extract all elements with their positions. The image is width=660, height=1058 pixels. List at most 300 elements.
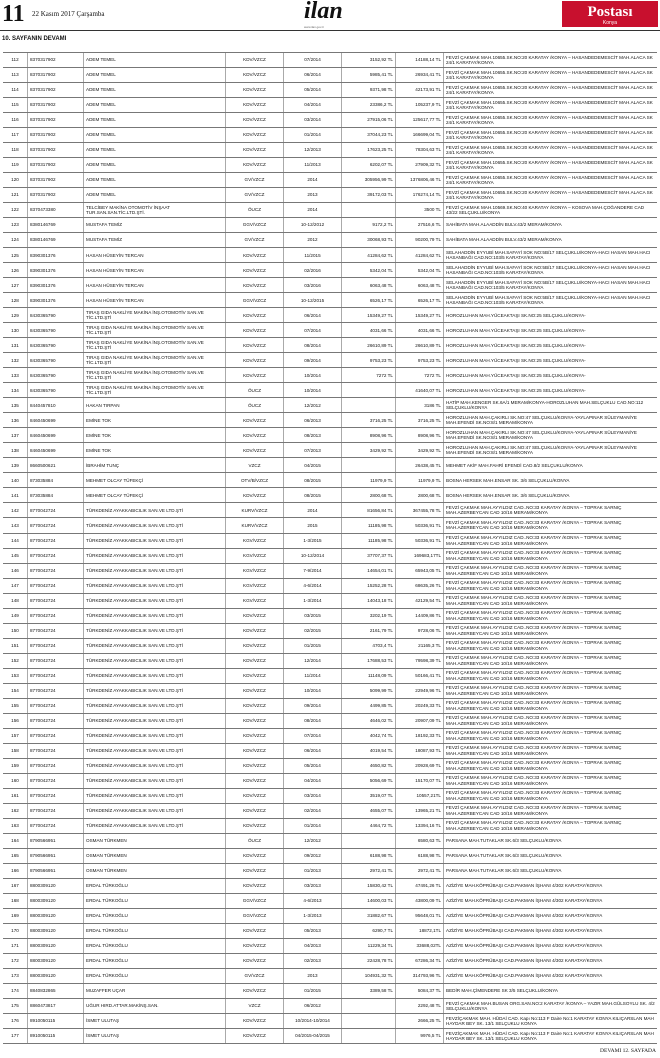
cell-kind: KDV/VZCZ xyxy=(225,849,283,863)
cell-amount: 22428,78 TL xyxy=(341,954,395,968)
cell-no: 150 xyxy=(11,627,19,633)
cell-amount: 7272 TL xyxy=(341,368,395,382)
cell-amount: 14043,18 TL xyxy=(341,594,395,608)
cell-address: FEVZİ ÇAKMAK MAH.AYYILDIZ CAD..NO:33 KARATAY /KONYA – TOPRAK SARNIÇ MAH.AZERBEYCAN CAD 10/16 MERAM/KONYA xyxy=(443,669,657,683)
cell-total: 47491,26 TL xyxy=(395,879,443,893)
cell-total: 20907,09 TL xyxy=(395,714,443,728)
cell-amount: 5342,04 TL xyxy=(341,263,395,277)
cell-address: HOROZLUHAN MAH.ÇAKIRLI SK.NO:47 SELÇUKLU/KONYA-YAYLAPINAR SÜLEYMANİYE MAH.EFENDİ SK.NO:8/1 MERAM/KONYA xyxy=(443,443,657,457)
cell-no: 118 xyxy=(11,147,19,153)
cell-no: 117 xyxy=(11,132,19,138)
cell-period: 01/2015 xyxy=(283,984,341,998)
cell-no: 112 xyxy=(11,57,19,63)
cell-kind: KDV/VZCZ xyxy=(225,68,283,82)
cell-tax: 8770042724 xyxy=(27,549,83,563)
cell-tax: 8440457810 xyxy=(27,398,83,412)
table-row xyxy=(3,112,657,127)
cell-kind: KDV/VZCZ xyxy=(225,939,283,953)
cell-period: 07/2014 xyxy=(283,323,341,337)
cell-address: FEVZİ ÇAKMAK MAH.AYYILDIZ CAD..NO:33 KARATAY /KONYA – TOPRAK SARNIÇ MAH.AZERBEYCAN CAD 10/16 MERAM/KONYA xyxy=(443,534,657,548)
cell-total: 367455,78 TL xyxy=(395,503,443,517)
table-row xyxy=(3,337,657,352)
cell-amount: 11979,9 TL xyxy=(341,473,395,487)
cell-tax: 8770042724 xyxy=(27,518,83,532)
cell-name: TÜRKDENİZ AYAKKABICILIK SAN.VE LTD.ŞTİ xyxy=(83,684,225,698)
table-row xyxy=(3,382,657,397)
cell-no: 132 xyxy=(11,357,19,363)
cell-amount: 5056,69 TL xyxy=(341,774,395,788)
cell-amount: 37707,37 TL xyxy=(341,549,395,563)
cell-no: 144 xyxy=(11,537,19,543)
cell-tax: 8370317902 xyxy=(27,188,83,202)
cell-total: 50336,91 TL xyxy=(395,534,443,548)
cell-amount: 81656,84 TL xyxy=(341,503,395,517)
cell-total: 79598,39 TL xyxy=(395,654,443,668)
cell-total: 2292,48 TL xyxy=(395,999,443,1013)
cell-kind: GV/VZCZ xyxy=(225,969,283,983)
cell-total: 22949,96 TL xyxy=(395,684,443,698)
cell-no: 155 xyxy=(11,702,19,708)
cell-period: 10/2014 xyxy=(283,368,341,382)
cell-amount: 3389,58 TL xyxy=(341,984,395,998)
page-number: 11 xyxy=(2,1,25,27)
cell-period: 7-9/2014 xyxy=(283,564,341,578)
cell-kind: KGV/VZCZ xyxy=(225,594,283,608)
cell-no: 160 xyxy=(11,778,19,784)
cell-tax: 8430365790 xyxy=(27,308,83,322)
cell-period: 11/2015 xyxy=(283,248,341,262)
cell-address: SELAHADDİN EYYUBİ MAH.SAFAYİ SOK NO:5B/17 SELÇUKLU/KONYA-HACI HASAN MAH.HACI HASANBAĞI CAD.NO:103/5 KARATAY/KONYA xyxy=(443,248,657,262)
cell-address: AZİZİYE MAH.KÖPRÜBAŞI CAD.PAKMAN İŞHANI 4/302 KARATAY/KONYA xyxy=(443,909,657,923)
cell-period: 2013 xyxy=(283,969,341,983)
table-row xyxy=(3,142,657,157)
cell-period: 01/2014 xyxy=(283,819,341,833)
cell-no: 165 xyxy=(11,853,19,859)
cell-kind: KDV/VZCZ xyxy=(225,804,283,818)
cell-address: FEVZİ ÇAKMAK MAH.AYYILDIZ CAD..NO:33 KARATAY /KONYA – TOPRAK SARNIÇ MAH.AZERBEYCAN CAD 10/16 MERAM/KONYA xyxy=(443,804,657,818)
cell-period: 2013 xyxy=(283,188,341,202)
cell-no: 142 xyxy=(11,507,19,513)
cell-total: 21165,3 TL xyxy=(395,639,443,653)
cell-name: İBRAHİM TUNÇ xyxy=(83,458,225,472)
cell-total: 27909,32 TL xyxy=(395,158,443,172)
cell-address: FEVZİ ÇAKMAK MAH.AYYILDIZ CAD..NO:33 KARATAY /KONYA – TOPRAK SARNIÇ MAH.AZERBEYCAN CAD 10/16 MERAM/KONYA xyxy=(443,684,657,698)
cell-kind: KDV/VZCZ xyxy=(225,278,283,292)
cell-kind: KDV/VZCZ xyxy=(225,609,283,623)
cell-kind: VZCZ xyxy=(225,458,283,472)
table-row xyxy=(3,653,657,668)
table-row xyxy=(3,427,657,442)
cell-no: 164 xyxy=(11,838,19,844)
cell-kind: KDV/VZCZ xyxy=(225,669,283,683)
cell-no: 166 xyxy=(11,868,19,874)
cell-amount: 14600,03 TL xyxy=(341,894,395,908)
cell-tax: 8860473817 xyxy=(27,999,83,1013)
cell-tax: 8390301376 xyxy=(27,248,83,262)
cell-total: 65943,05 TL xyxy=(395,564,443,578)
cell-kind: KDV/VZCZ xyxy=(225,654,283,668)
cell-no: 157 xyxy=(11,733,19,738)
cell-name: EMİNE TOK xyxy=(83,443,225,457)
cell-name: TÜRKDENİZ AYAKKABICILIK SAN.VE LTD.ŞTİ xyxy=(83,804,225,818)
cell-period: 01/2014 xyxy=(283,128,341,142)
cell-name: MUZAFFER UÇAR xyxy=(83,984,225,998)
cell-address: FEVZİ ÇAKMAK MAH.AYYILDIZ CAD..NO:33 KARATAY /KONYA – TOPRAK SARNIÇ MAH.AZERBEYCAN CAD 10/16 MERAM/KONYA xyxy=(443,729,657,743)
cell-name: TÜRKDENİZ AYAKKABICILIK SAN.VE LTD.ŞTİ xyxy=(83,669,225,683)
cell-name: ERDAL TÜRKOĞLU xyxy=(83,954,225,968)
cell-amount: 11229,34 TL xyxy=(341,939,395,953)
cell-kind: GV/VZCZ xyxy=(225,173,283,187)
cell-kind: GGV/VZCZ xyxy=(225,218,283,232)
table-row xyxy=(3,97,657,112)
cell-address: AZİZİYE MAH.KÖPRÜBAŞI CAD.PAKMAN İŞHANI 4/302 KARATAY/KONYA xyxy=(443,924,657,938)
cell-no: 113 xyxy=(11,72,19,78)
cell-period: 06/2013 xyxy=(283,413,341,427)
cell-kind: KGV/VZCZ xyxy=(225,564,283,578)
cell-total: 26934,41 TL xyxy=(395,68,443,82)
table-row xyxy=(3,442,657,457)
table-row xyxy=(3,803,657,818)
cell-kind: KDV/VZCZ xyxy=(225,98,283,112)
cell-address: FEVZİ ÇAKMAK MAH.AYYILDIZ CAD..NO:33 KARATAY /KONYA – TOPRAK SARNIÇ MAH.AZERBEYCAN CAD 10/16 MERAM/KONYA xyxy=(443,714,657,728)
cell-name: TÜRKDENİZ AYAKKABICILIK SAN.VE LTD.ŞTİ xyxy=(83,534,225,548)
cell-total: 27516,6 TL xyxy=(395,218,443,232)
cell-period: 05/2014 xyxy=(283,83,341,97)
cell-amount: 3716,25 TL xyxy=(341,413,395,427)
cell-total: 7272 TL xyxy=(395,368,443,382)
cell-name: TÜRKDENİZ AYAKKABICILIK SAN.VE LTD.ŞTİ xyxy=(83,549,225,563)
cell-total: 15349,27 TL xyxy=(395,308,443,322)
cell-amount: 2800,68 TL xyxy=(341,488,395,502)
cell-no: 163 xyxy=(11,823,19,829)
cell-amount: 41284,62 TL xyxy=(341,248,395,262)
cell-no: 114 xyxy=(11,87,19,93)
cell-name: TÜRKDENİZ AYAKKABICILIK SAN.VE LTD.ŞTİ xyxy=(83,503,225,517)
cell-period: 05/2014 xyxy=(283,759,341,773)
cell-period: 04/2014 xyxy=(283,774,341,788)
cell-address: SELAHADDİN EYYUBİ MAH.SAFAYİ SOK NO:5B/17 SELÇUKLU/KONYA-HACI HASAN MAH.HACI HASANBAĞI CAD.NO:103/5 KARATAY/KONYA xyxy=(443,293,657,307)
cell-name: HASAN HÜSEYİN TERCAN xyxy=(83,248,225,262)
cell-total: 3716,25 TL xyxy=(395,413,443,427)
cell-name: ADEM TEMEL xyxy=(83,143,225,157)
cell-name: HAKAN TIRPAN xyxy=(83,398,225,412)
cell-period: 1-3/2015 xyxy=(283,534,341,548)
cell-address: FEVZİ ÇAKMAK MAH.AYYILDIZ CAD..NO:33 KARATAY /KONYA – TOPRAK SARNIÇ MAH.AZERBEYCAN CAD 10/16 MERAM/KONYA xyxy=(443,654,657,668)
cell-no: 138 xyxy=(11,447,19,453)
cell-amount: 5985,41 TL xyxy=(341,68,395,82)
cell-tax: 8800309120 xyxy=(27,969,83,983)
cell-address: FEVZİ ÇAKMAK MAH.AYYILDIZ CAD..NO:33 KARATAY /KONYA – TOPRAK SARNIÇ MAH.AZERBEYCAN CAD 10/16 MERAM/KONYA xyxy=(443,594,657,608)
table-row xyxy=(3,593,657,608)
table-row xyxy=(3,668,657,683)
cell-period: 08/2015 xyxy=(283,473,341,487)
cell-tax: 8430365790 xyxy=(27,338,83,352)
cell-total: 6188,98 TL xyxy=(395,849,443,863)
cell-no: 173 xyxy=(11,973,19,979)
cell-total: 43800,09 TL xyxy=(395,894,443,908)
cell-total: 67286,34 TL xyxy=(395,954,443,968)
cell-period: 2012 xyxy=(283,233,341,247)
cell-tax: 8770042724 xyxy=(27,534,83,548)
cell-amount: 9172,2 TL xyxy=(341,218,395,232)
cell-kind: KDV/VZCZ xyxy=(225,924,283,938)
cell-kind: ÖUCZ xyxy=(225,834,283,848)
cell-kind: KGV/VZCZ xyxy=(225,534,283,548)
cell-period: 09/2012 xyxy=(283,849,341,863)
cell-no: 146 xyxy=(11,567,19,573)
cell-total: 2972,41 TL xyxy=(395,864,443,878)
publication-date: 22 Kasım 2017 Çarşamba xyxy=(32,10,105,18)
cell-name: TÜRKDENİZ AYAKKABICILIK SAN.VE LTD.ŞTİ xyxy=(83,729,225,743)
cell-amount: 11185,98 TL xyxy=(341,534,395,548)
cell-tax: 8800309120 xyxy=(27,939,83,953)
cell-no: 130 xyxy=(11,327,19,333)
table-row xyxy=(3,998,657,1013)
cell-amount xyxy=(341,398,395,412)
cell-amount: 11148,09 TL xyxy=(341,669,395,683)
cell-kind: KDV/VZCZ xyxy=(225,488,283,502)
cell-address: FEVZİ ÇAKMAK MAH.10655.SK.NO:20 KARATAY /KONYA – HASANDEDEMESCİT MAH.ALACA SK 24/1 KARATAY/KONYA xyxy=(443,53,657,67)
cell-name: TÜRKDENİZ AYAKKABICILIK SAN.VE LTD.ŞTİ xyxy=(83,774,225,788)
cell-no: 175 xyxy=(11,1003,19,1009)
cell-total: 26438,45 TL xyxy=(395,458,443,472)
cell-amount: 6188,98 TL xyxy=(341,849,395,863)
cell-kind: VZCZ xyxy=(225,999,283,1013)
cell-address: FEVZİ ÇAKMAK MAH.AYYILDIZ CAD..NO:33 KARATAY /KONYA – TOPRAK SARNIÇ MAH.AZERBEYCAN CAD 10/16 MERAM/KONYA xyxy=(443,609,657,623)
cell-period: 09/2014 xyxy=(283,353,341,367)
cell-address: FEVZİ ÇAKMAK MAH.AYYILDIZ CAD..NO:33 KARATAY /KONYA – TOPRAK SARNIÇ MAH.AZERBEYCAN CAD 10/16 MERAM/KONYA xyxy=(443,503,657,517)
cell-no: 141 xyxy=(11,492,19,498)
cell-name: MUSTAFA TEMİZ xyxy=(83,218,225,232)
cell-period: 06/2014 xyxy=(283,744,341,758)
cell-kind: ÖUCZ xyxy=(225,203,283,217)
cell-no: 127 xyxy=(11,282,19,288)
cell-address: FEVZİ ÇAKMAK MAH.AYYILDIZ CAD..NO:33 KARATAY /KONYA – TOPRAK SARNIÇ MAH.AZERBEYCAN CAD 10/16 MERAM/KONYA xyxy=(443,579,657,593)
cell-name: TIRAŞ GIDA NAKLİYE MAKİNA İNŞ.OTOMOTİV SAN.VE TİC.LTD.ŞTİ xyxy=(83,383,225,397)
cell-address: PARSANA MAH.TUTAKLAR SK.6/3 SELÇUKLU/KONYA xyxy=(443,864,657,878)
table-row xyxy=(3,578,657,593)
cell-period: 2015 xyxy=(283,518,341,532)
cell-period: 11/2013 xyxy=(283,158,341,172)
cell-kind: ÖUCZ xyxy=(225,398,283,412)
table-row xyxy=(3,878,657,893)
cell-no: 159 xyxy=(11,763,19,769)
table-row xyxy=(3,923,657,938)
cell-address: HOROZLUHAN MAH.YÜCEAKTAŞI SK.NO:25 SELÇUKLU/KONYA- xyxy=(443,368,657,382)
cell-total: 41640,07 TL xyxy=(395,383,443,397)
table-row xyxy=(3,1013,657,1028)
cell-name: ADEM TEMEL xyxy=(83,68,225,82)
cell-amount: 23386,2 TL xyxy=(341,98,395,112)
cell-address: BOSNA HERSEK MAH.ENSAR SK. 3/6 SELÇUKLU/KONYA xyxy=(443,473,657,487)
cell-total: 2666,25 TL xyxy=(395,1014,443,1028)
cell-total: 20928,69 TL xyxy=(395,759,443,773)
cell-total: 95648,01 TL xyxy=(395,909,443,923)
cell-address: FEVZİ ÇAKMAK MAH.AYYILDIZ CAD..NO:33 KARATAY /KONYA – TOPRAK SARNIÇ MAH.AZERBEYCAN CAD 10/16 MERAM/KONYA xyxy=(443,819,657,833)
cell-period: 10/2014 xyxy=(283,684,341,698)
cell-tax: 873035884 xyxy=(27,473,83,487)
cell-tax: 8430365790 xyxy=(27,353,83,367)
cell-kind: KDV/VZCZ xyxy=(225,83,283,97)
cell-period: 02/2014 xyxy=(283,804,341,818)
cell-address: AZİZİYE MAH.KÖPRÜBAŞI CAD.PAKMAN İŞHANI 4/302 KARATAY/KONYA xyxy=(443,939,657,953)
cell-amount: 2161,79 TL xyxy=(341,624,395,638)
cell-amount: 104931,32 TL xyxy=(341,969,395,983)
cell-amount xyxy=(341,383,395,397)
cell-tax: 8390301376 xyxy=(27,278,83,292)
cell-address: FEVZİ ÇAKMAK MAH.AYYILDIZ CAD..NO:33 KARATAY /KONYA – TOPRAK SARNIÇ MAH.AZERBEYCAN CAD 10/16 MERAM/KONYA xyxy=(443,639,657,653)
cell-no: 134 xyxy=(11,387,19,393)
cell-tax: 8460450699 xyxy=(27,413,83,427)
cell-total: 18087,93 TL xyxy=(395,744,443,758)
cell-total: 5084,37 TL xyxy=(395,984,443,998)
cell-amount: 15830,42 TL xyxy=(341,879,395,893)
cell-total: 18872,1TL xyxy=(395,924,443,938)
cell-name: TÜRKDENİZ AYAKKABICILIK SAN.VE LTD.ŞTİ xyxy=(83,594,225,608)
cell-kind: OTV/B/VZCZ xyxy=(225,473,283,487)
cell-amount xyxy=(341,999,395,1013)
cell-amount: 4703,4 TL xyxy=(341,639,395,653)
cell-tax: 8770042724 xyxy=(27,744,83,758)
cell-name: ERDAL TÜRKOĞLU xyxy=(83,879,225,893)
cell-period: 05/2013 xyxy=(283,924,341,938)
cell-address: FEVZİ ÇAKMAK MAH.10655.SK.NO:20 KARATAY /KONYA – HASANDEDEMESCİT MAH.ALACA SK 24/1 KARATAY/KONYA xyxy=(443,143,657,157)
cell-name: HASAN HÜSEYİN TERCAN xyxy=(83,293,225,307)
cell-amount: 305956,99 TL xyxy=(341,173,395,187)
cell-amount: 4650,82 TL xyxy=(341,759,395,773)
cell-tax: 8460450699 xyxy=(27,428,83,442)
cell-tax: 8770042724 xyxy=(27,639,83,653)
cell-name: TÜRKDENİZ AYAKKABICILIK SAN.VE LTD.ŞTİ xyxy=(83,819,225,833)
cell-kind: KGV/VZCZ xyxy=(225,579,283,593)
svg-text:Konya: Konya xyxy=(602,20,618,26)
cell-no: 156 xyxy=(11,717,19,723)
cell-no: 172 xyxy=(11,958,19,964)
cell-no: 162 xyxy=(11,808,19,814)
cell-total: 78304,63 TL xyxy=(395,143,443,157)
table-row xyxy=(3,713,657,728)
cell-kind: KDV/VZCZ xyxy=(225,714,283,728)
cell-tax: 8800309120 xyxy=(27,894,83,908)
cell-tax: 8770042724 xyxy=(27,804,83,818)
cell-period: 10/2014-10/2014 xyxy=(283,1014,341,1028)
cell-tax: 8370317902 xyxy=(27,53,83,67)
cell-address: FEVZİ ÇAKMAK MAH.AYYILDIZ CAD..NO:33 KARATAY /KONYA – TOPRAK SARNIÇ MAH.AZERBEYCAN CAD 10/16 MERAM/KONYA xyxy=(443,699,657,713)
cell-total: 68635,26 TL xyxy=(395,579,443,593)
cell-amount: 4499,85 TL xyxy=(341,699,395,713)
cell-address: FEVZİÇAKMAK MAH. HÜDAİ CAD. Kapı No:113 F Daire No:1 KARATAY KONYA KILIÇARSLAN MAH HAYDAR BEY SK. 13/1 SELÇUKLU KONYA xyxy=(443,1029,657,1043)
cell-name: TÜRKDENİZ AYAKKABICILIK SAN.VE LTD.ŞTİ xyxy=(83,714,225,728)
cell-name: EMİNE TOK xyxy=(83,428,225,442)
cell-total: 41284,62 TL xyxy=(395,248,443,262)
cell-total: 14409,86 TL xyxy=(395,609,443,623)
cell-period: 2014 xyxy=(283,203,341,217)
cell-kind: KDV/VZCZ xyxy=(225,684,283,698)
cell-amount: 17623,25 TL xyxy=(341,143,395,157)
cell-address: FEVZİ ÇAKMAK MAH.10655.SK.NO:20 KARATAY /KONYA – HASANDEDEMESCİT MAH.ALACA SK 24/1 KARATAY/KONYA xyxy=(443,188,657,202)
cell-tax: 8800309120 xyxy=(27,879,83,893)
cell-total: 13394,16 TL xyxy=(395,819,443,833)
cell-total: 3429,92 TL xyxy=(395,443,443,457)
cell-name: HASAN HÜSEYİN TERCAN xyxy=(83,263,225,277)
cell-period: 12/2012 xyxy=(283,398,341,412)
cell-tax: 8910050115 xyxy=(27,1029,83,1043)
cell-address: HOROZLUHAN MAH.YÜCEAKTAŞI SK.NO:25 SELÇUKLU/KONYA- xyxy=(443,353,657,367)
cell-name: TELCİBEY MAKİNA OTOMOTİV İNŞAAT TUR.SAN.SAN.TİC.LTD.ŞTİ. xyxy=(83,203,225,217)
cell-total: 20249,33 TL xyxy=(395,699,443,713)
cell-period: 04/2013 xyxy=(283,939,341,953)
cell-period: 04/2015-04/2015 xyxy=(283,1029,341,1043)
cell-address: FEVZİ ÇAKMAK MAH.10655.SK.NO:20 KARATAY /KONYA – HASANDEDEMESCİT MAH.ALACA SK 24/1 KARATAY/KONYA xyxy=(443,113,657,127)
cell-address: SAHİBATA MAH.ALAADDİN BULV.43/2 MERAM/KONYA xyxy=(443,233,657,247)
cell-amount xyxy=(341,1029,395,1043)
cell-kind: GGV/VZCZ xyxy=(225,909,283,923)
cell-no: 167 xyxy=(11,883,19,889)
cell-amount: 3519,07 TL xyxy=(341,789,395,803)
cell-kind: KDV/VZCZ xyxy=(225,639,283,653)
cell-address: FEVZİ ÇAKMAK MAH.10655.SK.NO:20 KARATAY /KONYA – HASANDEDEMESCİT MAH.ALACA SK 24/1 KARATAY/KONYA xyxy=(443,98,657,112)
cell-name: ADEM TEMEL xyxy=(83,128,225,142)
cell-tax: 8770042724 xyxy=(27,564,83,578)
cell-kind: KURV/VZCZ xyxy=(225,503,283,517)
cell-amount: 27915,06 TL xyxy=(341,113,395,127)
cell-tax: 8460450699 xyxy=(27,443,83,457)
cell-period: 07/2014 xyxy=(283,53,341,67)
cell-tax: 8910050115 xyxy=(27,1014,83,1028)
table-row xyxy=(3,983,657,998)
cell-total: 90200,79 TL xyxy=(395,233,443,247)
cell-address: FEVZİÇAKMAK MAH. HÜDAİ CAD. Kapı No:113 F Daire No:1 KARATAY KONYA KILIÇARSLAN MAH HAYDAR BEY SK. 13/1 SELÇUKLU KONYA xyxy=(443,1014,657,1028)
cell-tax: 8790566951 xyxy=(27,834,83,848)
cell-address: HOROZLUHAN MAH.ÇAKIRLI SK.NO:47 SELÇUKLU/KONYA-YAYLAPINAR SÜLEYMANİYE MAH.EFENDİ SK.NO:8/1 MERAM/KONYA xyxy=(443,413,657,427)
cell-period: 2014 xyxy=(283,503,341,517)
cell-kind: KDV/VZCZ xyxy=(225,308,283,322)
cell-kind: KDV/VZCZ xyxy=(225,624,283,638)
cell-no: 151 xyxy=(11,642,19,648)
cell-period: 06/2014 xyxy=(283,68,341,82)
cell-tax: 8430365790 xyxy=(27,383,83,397)
cell-name: ADEM TEMEL xyxy=(83,53,225,67)
cell-period: 02/2013 xyxy=(283,954,341,968)
cell-tax: 8770042724 xyxy=(27,729,83,743)
cell-amount: 3202,19 TL xyxy=(341,609,395,623)
cell-kind: KDV/VZCZ xyxy=(225,729,283,743)
cell-period: 06/2014 xyxy=(283,308,341,322)
cell-no: 126 xyxy=(11,267,19,273)
cell-tax: 8390301376 xyxy=(27,293,83,307)
cell-kind: KDV/VZCZ xyxy=(225,744,283,758)
cell-amount: 4019,54 TL xyxy=(341,744,395,758)
cell-tax: 8770042724 xyxy=(27,579,83,593)
cell-period: 12/2014 xyxy=(283,654,341,668)
cell-address: BOSNA HERSEK MAH.ENSAR SK. 3/6 SELÇUKLU/KONYA xyxy=(443,488,657,502)
cell-period: 06/2012 xyxy=(283,999,341,1013)
cell-total: 10557,21TL xyxy=(395,789,443,803)
cell-name: ERDAL TÜRKOĞLU xyxy=(83,894,225,908)
cell-no: 133 xyxy=(11,372,19,378)
cell-address: FEVZİ ÇAKMAK MAH.10655.SK.NO:20 KARATAY /KONYA – HASANDEDEMESCİT MAH.ALACA SK 24/1 KARATAY/KONYA xyxy=(443,128,657,142)
cell-total: 314793,96 TL xyxy=(395,969,443,983)
cell-tax: 8370317902 xyxy=(27,68,83,82)
cell-tax: 8770042724 xyxy=(27,503,83,517)
cell-kind: KDV/VZCZ xyxy=(225,128,283,142)
cell-name: MEHMET OLCAY TÜFEKÇİ xyxy=(83,488,225,502)
table-row xyxy=(3,743,657,758)
cell-name: TÜRKDENİZ AYAKKABICILIK SAN.VE LTD.ŞTİ xyxy=(83,699,225,713)
cell-no: 125 xyxy=(11,252,19,258)
cell-amount: 9753,23 TL xyxy=(341,353,395,367)
cell-name: OSMAN TÜRKMEN xyxy=(83,834,225,848)
